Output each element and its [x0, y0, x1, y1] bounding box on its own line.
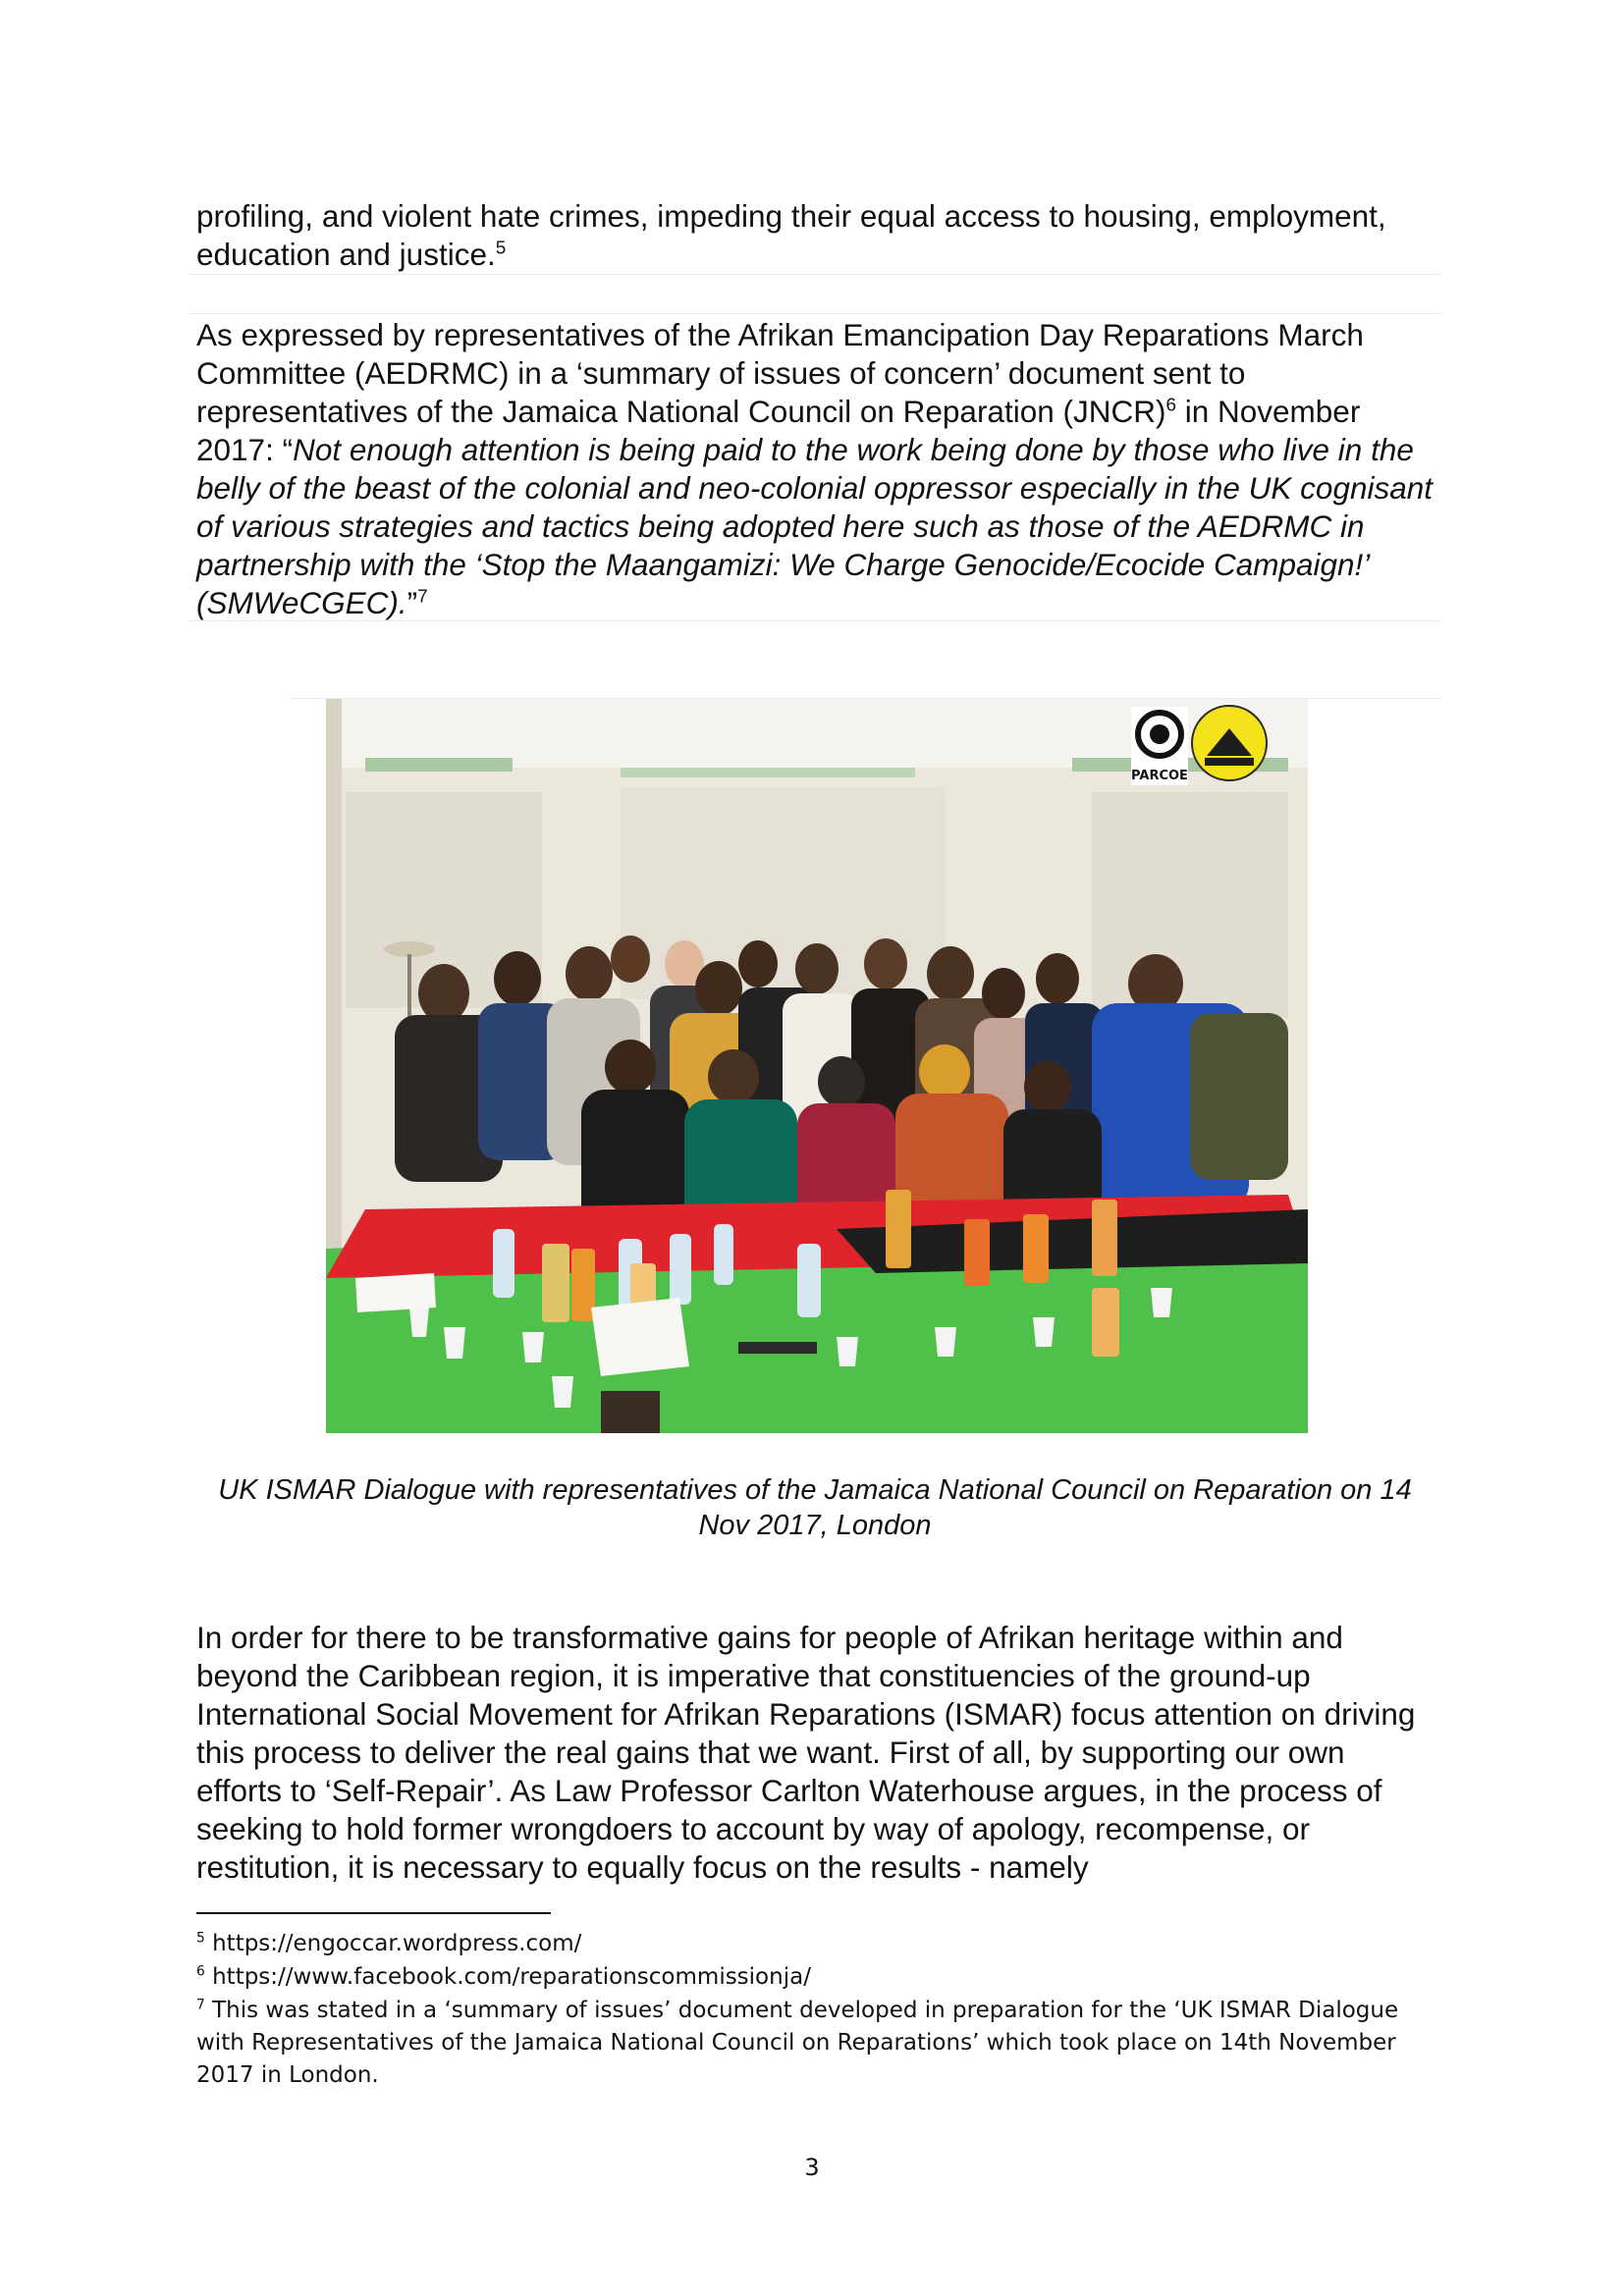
group-photo [326, 699, 1308, 1433]
paragraph-text: profiling, and violent hate crimes, impeding their equal access to housing, employment, education and justice. [196, 198, 1386, 272]
paragraph-aedrmc-quote [196, 316, 1434, 622]
footnote-number: 5 [196, 1930, 205, 1947]
parcoe-logo [1131, 707, 1188, 785]
footnote-ref-6[interactable]: 6 [1165, 395, 1176, 416]
faint-divider [189, 274, 1441, 275]
footnote-separator [196, 1912, 551, 1914]
footnote-number: 6 [196, 1963, 205, 1980]
faint-divider [189, 620, 1441, 621]
footnote-link[interactable]: https://www.facebook.com/reparationscommissionja/ [212, 1964, 811, 1990]
footnote-ref-7[interactable]: 7 [417, 586, 428, 608]
parcoe-logo-text: PARCOE [1131, 769, 1188, 783]
paragraph-continuation [196, 197, 1434, 274]
footnote-text: This was stated in a ‘summary of issues’ document developed in preparation for the ‘UK ISMAR Dialogue with Representatives of the Jamaica National Council on Reparations’ which took place on 14th November 2017 in London. [196, 1998, 1399, 2088]
footnote-ref-5[interactable]: 5 [495, 238, 507, 259]
footnote-6 [196, 1961, 1434, 1994]
campaign-logo [1192, 706, 1267, 780]
quoted-statement: Not enough attention is being paid to the work being done by those who live in the belly of the beast of the colonial and neo-colonial oppressor especially in the UK cognisant of various strategies and tactics being adopted here such as those of the AEDRMC in partnership with the ‘Stop the Maangamizi: We Charge Genocide/Ecocide Campaign!’ (SMWeCGEC). [196, 432, 1434, 620]
faint-divider [189, 313, 1441, 314]
quote-close: ” [406, 585, 418, 620]
footnote-number: 7 [196, 1997, 205, 2013]
paragraph-self-repair: In order for there to be transformative gains for people of Afrikan heritage within and beyond the Caribbean region, it is imperative that constituencies of the ground-up International Social Movement for Afrikan Reparations (ISMAR) focus attention on driving this process to deliver the real gains that we want. First of all, by supporting our own efforts to ‘Self-Repair’. As Law Professor Carlton Waterhouse argues, in the process of seeking to hold former wrongdoers to account by way of apology, recompense, or restitution, it is necessary to equally focus on the results - namely [196, 1620, 1416, 1885]
footnote-7 [196, 1995, 1434, 2092]
group-photo-illustration [326, 699, 1308, 1433]
footnote-link[interactable]: https://engoccar.wordpress.com/ [212, 1931, 582, 1956]
photo-caption: UK ISMAR Dialogue with representatives of the Jamaica National Council on Reparation on 14 Nov 2017, London [218, 1474, 1412, 1541]
page-number: 3 [804, 2154, 820, 2181]
footnote-5 [196, 1928, 1434, 1960]
paragraph-intro: As expressed by representatives of the Afrikan Emancipation Day Reparations March Committee (AEDRMC) in a ‘summary of issues of concern’ document sent to representatives of the Jamaica National Council on Reparation (JNCR) [196, 317, 1364, 429]
paragraph-mid: in November 2017: “ [196, 394, 1361, 467]
